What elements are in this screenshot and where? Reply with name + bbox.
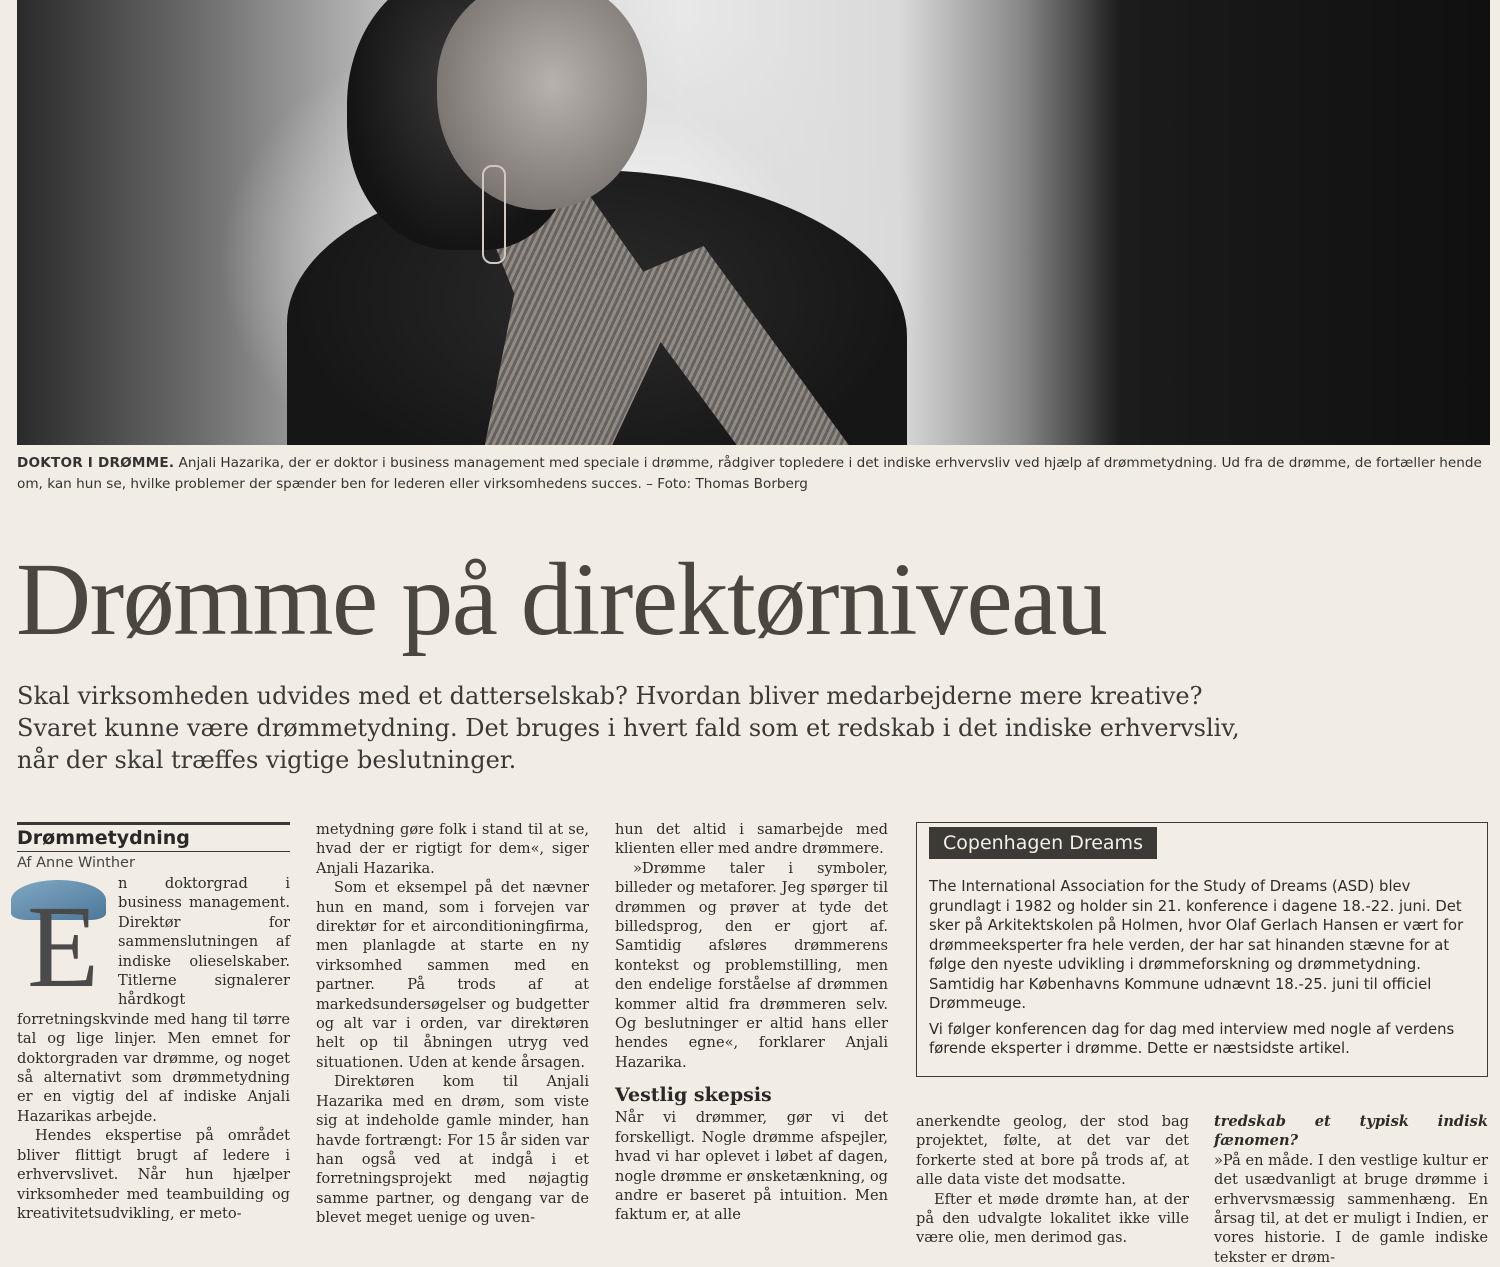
article-headline: Drømme på direktørniveau <box>16 542 1107 657</box>
info-box-paragraph-1: The International Association for the Study of Dreams (ASD) blev grundlagt i 1982 og holder sin 21. konference i dagene 18.-22. juni. Det sker på Arkitektskolen på Holmen, hvor Olaf Gerlach Hansen er vært for drømmeeksperter fra hele verden, der har sat hinanden stævne for at følge den nyeste udvikling i drømmeforskning og drømmetydning. Samtidig har Københavns Kommune udnævnt 18.-25. juni til officiel Drømmeuge. <box>929 878 1464 1012</box>
column-3 <box>615 820 888 1225</box>
col2-paragraph-3: Direktøren kom til Anjali Hazarika med en drøm, som viste sig at indeholde gamle minder, han havde fortrængt: For 15 år siden var han også ved at indgå i et forretningsprojekt med nøjagtig samme partner, og dengang var de blevet meget uenige og uven- <box>316 1073 589 1227</box>
drop-cap-letter: E <box>27 881 100 1012</box>
photo-earring <box>482 165 506 264</box>
col2-paragraph-2: Som et eksempel på det nævner hun en mand, som i forvejen var direktør for et airconditioningfirma, men planlagde at starte en ny virksomhed sammen med en partner. På trods af at markedsundersøgelser og budgetter og alt var i orden, var direktøren helt op til åbningen utryg ved situationen. Uden at kende årsagen. <box>316 879 589 1071</box>
column-1 <box>17 822 290 1223</box>
col5-question: tredskab et typisk indisk fænomen? <box>1214 1113 1488 1150</box>
drop-cap <box>11 880 106 1012</box>
caption-text: Anjali Hazarika, der er doktor i business management med speciale i drømme, rådgiver topledere i det indiske erhvervsliv ved hjælp af drømmetydning. Ud fra de drømme, de fortæller hende om, kan hun se, hvilke problemer der spænder ben for lederen eller virksomhedens succes. – Foto: Thomas Borberg <box>17 455 1482 492</box>
photo-background-dark <box>1087 0 1490 445</box>
photo-caption <box>17 453 1487 495</box>
info-box-paragraph-2: Vi følger konferencen dag for dag med interview med nogle af verdens førende eksperter i drømme. Dette er næstsidste artikel. <box>929 1020 1455 1057</box>
byline: Af Anne Winther <box>17 855 135 871</box>
column-2 <box>316 820 589 1228</box>
col2-paragraph-1: metydning gøre folk i stand til at se, hvad der er rigtigt for dem«, siger Anjali Hazarika. <box>316 821 589 877</box>
col5-paragraph-1: »På en måde. I den vestlige kultur er det usædvanligt at bruge drømme i erhvervsmæssig sammenhæng. En årsag til, at det er muligt i Indien, er vores historie. I de gamle indiske tekster er drøm- <box>1214 1151 1488 1266</box>
col3-paragraph-1: hun det altid i samarbejde med klienten eller med andre drømmere. <box>615 821 888 858</box>
info-box-body <box>929 877 1469 1065</box>
col4-paragraph-1: anerkendte geolog, der stod bag projektet, følte, at det var det forkerte sted at bore på trods af, at alle data viste det modsatte. <box>916 1113 1189 1189</box>
col1-paragraph-2: Hendes ekspertise på området bliver flittigt brugt af ledere i erhvervslivet. Når hun hjælper virksomheder med teambuilding og kreativitetsudvikling, er meto- <box>17 1127 290 1222</box>
caption-label: DOKTOR I DRØMME. <box>17 455 175 471</box>
section-rubric: Drømmetydning <box>17 825 290 852</box>
article-lede: Skal virksomheden udvides med et datterselskab? Hvordan bliver medarbejderne mere kreative? Svaret kunne være drømmetydning. Det bruges i hvert fald som et redskab i det indiske erhvervsliv, når der skal træffes vigtige beslutninger. <box>17 682 1240 774</box>
info-box-title: Copenhagen Dreams <box>929 827 1157 859</box>
col1-paragraph-1: n doktorgrad i business management. Direktør for sammenslutningen af indiske olieselskaber. Titlerne signalerer hårdkogt forretningskvinde med hang til tørre tal og lige linjer. Men emnet for doktorgraden var drømme, og noget så alternativt som drømmetydning er en vigtig del af indiske Anjali Hazarikas arbejde. <box>17 875 290 1125</box>
column-5 <box>1214 1112 1488 1267</box>
info-box <box>916 822 1488 1077</box>
col3-paragraph-2: »Drømme taler i symboler, billeder og metaforer. Jeg spørger til drømmen og prøver at tyde det billedsprog, den er gjort af. Samtidig afsløres drømmerens kontekst og problemstilling, men den endelige forståelse af drømmen kommer altid fra drømmeren selv. Og beslutninger er altid hans eller hendes egne«, forklarer Anjali Hazarika. <box>615 859 888 1071</box>
subheading-vestlig-skepsis: Vestlig skepsis <box>615 1084 772 1107</box>
article-photo <box>17 0 1490 445</box>
col4-paragraph-2: Efter et møde drømte han, at der på den udvalgte lokalitet ikke ville være olie, men derimod gas. <box>916 1190 1189 1247</box>
column-4 <box>916 1112 1189 1248</box>
col3-paragraph-3: Når vi drømmer, gør vi det forskelligt. Nogle drømme afspejler, hvad vi har oplevet i løbet af dagen, nogle drømme er ønsketænkning, og andre er baseret på intuition. Men faktum er, at alle <box>615 1109 888 1224</box>
